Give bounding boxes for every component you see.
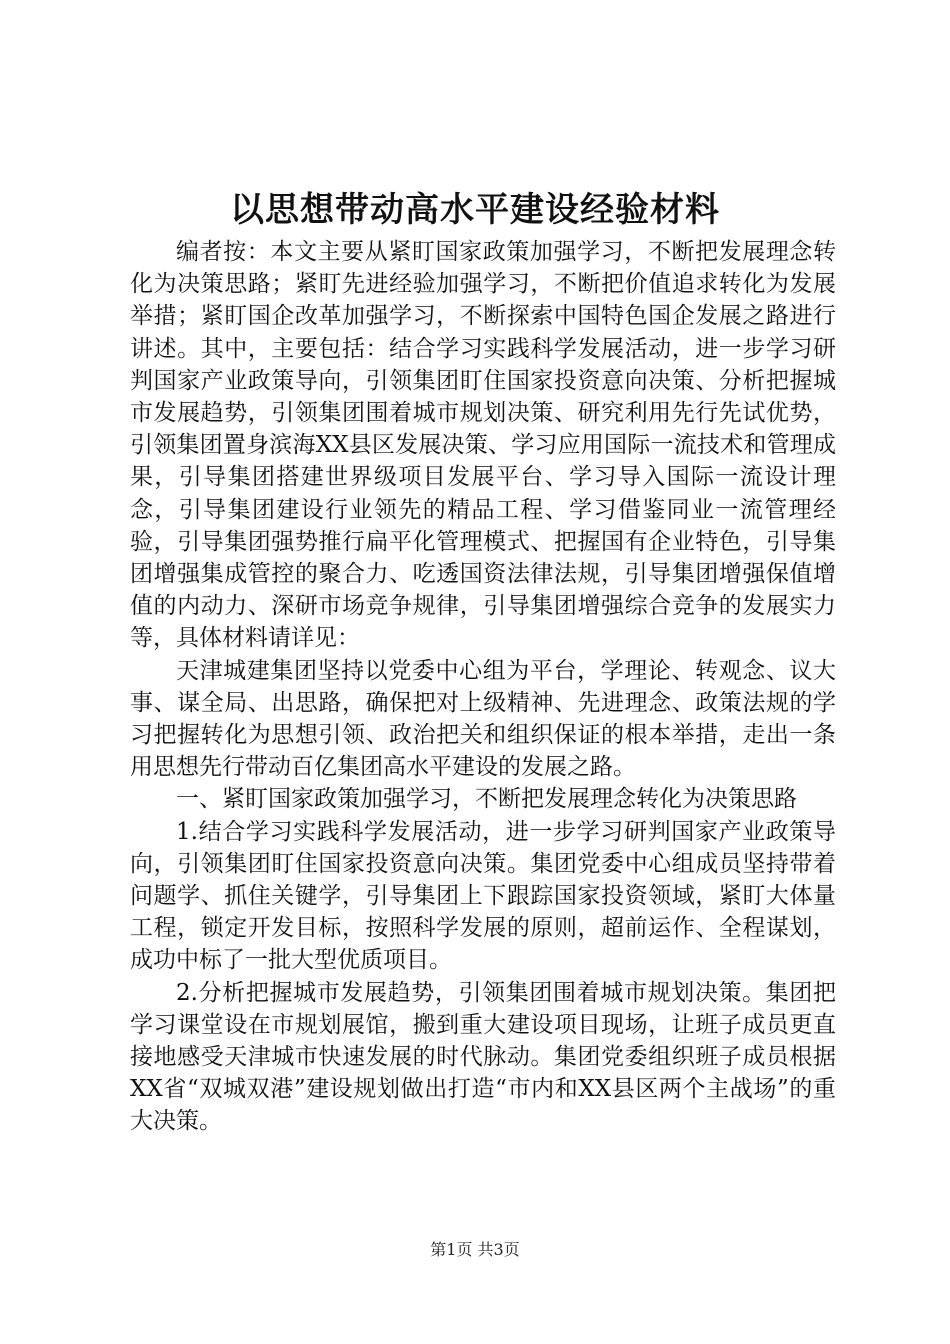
document-title: 以思想带动高水平建设经验材料 [230, 190, 720, 230]
document-body [130, 236, 836, 1138]
page-footer: 第1页 共3页 [430, 1240, 520, 1259]
paragraph-item-1: 1.结合学习实践科学发展活动，进一步学习研判国家产业政策导向，引领集团盯住国家投资意向决策。集团党委中心组成员坚持带着问题学、抓住关键学，引导集团上下跟踪国家投资领域，紧盯大体量工程，锁定开发目标，按照科学发展的原则，超前运作、全程谋划，成功中标了一批大型优质项目。 [130, 818, 836, 974]
paragraph-item-2: 2.分析把握城市发展趋势，引领集团围着城市规划决策。集团把学习课堂设在市规划展馆，搬到重大建设项目现场，让班子成员更直接地感受天津城市快速发展的时代脉动。集团党委组织班子成员根据XX省“双城双港”建设规划做出打造“市内和XX县区两个主战场”的重大决策。 [130, 979, 836, 1135]
section-heading-1: 一、紧盯国家政策加强学习，不断把发展理念转化为决策思路 [176, 786, 797, 813]
paragraph-intro: 天津城建集团坚持以党委中心组为平台，学理论、转观念、议大事、谋全局、出思路，确保把对上级精神、先进理念、政策法规的学习把握转化为思想引领、政治把关和组织保证的根本举措，走出一条用思想先行带动百亿集团高水平建设的发展之路。 [130, 657, 836, 781]
paragraph-editor-note: 编者按：本文主要从紧盯国家政策加强学习，不断把发展理念转化为决策思路；紧盯先进经验加强学习，不断把价值追求转化为发展举措；紧盯国企改革加强学习，不断探索中国特色国企发展之路进行讲述。其中，主要包括：结合学习实践科学发展活动，进一步学习研判国家产业政策导向，引领集团盯住国家投资意向决策、分析把握城市发展趋势，引领集团围着城市规划决策、研究利用先行先试优势，引领集团置身滨海XX县区发展决策、学习应用国际一流技术和管理成果，引导集团搭建世界级项目发展平台、学习导入国际一流设计理念，引导集团建设行业领先的精品工程、学习借鉴同业一流管理经验，引导集团强势推行扁平化管理模式、把握国有企业特色，引导集团增强集成管控的聚合力、吃透国资法律法规，引导集团增强保值增值的内动力、深研市场竞争规律，引导集团增强综合竞争的发展实力等，具体材料请详见： [130, 239, 836, 652]
